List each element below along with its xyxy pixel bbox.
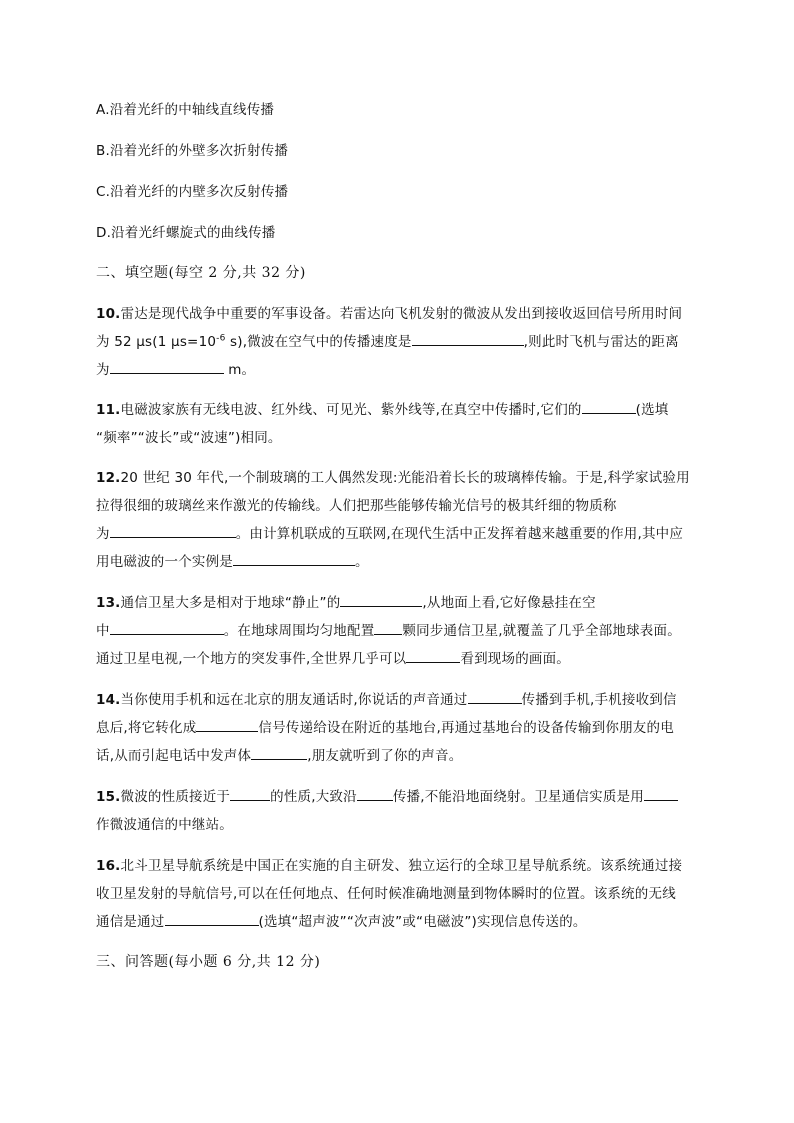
q15-number: 15. (96, 789, 121, 805)
q11-line-2 (96, 428, 282, 448)
q13-line-3 (96, 649, 570, 669)
q12-text-3a: 为 (96, 526, 110, 542)
q16-number: 16. (96, 858, 121, 874)
q10-text-2a: 为 52 μs(1 μs=10 (96, 334, 217, 350)
q10-text-3a: 为 (96, 362, 110, 378)
q14-line-3 (96, 746, 462, 766)
q16-text-2: 收卫星发射的导航信号,可以在任何地点、任何时候准确地测量到物体瞬时的位置。该系统的无线 (96, 886, 676, 902)
q11-blank[interactable] (582, 400, 636, 414)
q11-text-1a: 电磁波家族有无线电波、红外线、可见光、紫外线等,在真空中传播时,它们的 (120, 402, 582, 418)
q11-text-1b: (选填 (635, 402, 669, 418)
q14-number: 14. (96, 692, 121, 708)
q10-text-2c: ,则此时飞机与雷达的距离 (523, 334, 679, 350)
q12-text-1: 20 世纪 30 年代,一个制玻璃的工人偶然发现:光能沿着长长的玻璃棒传输。于是,科学家试验用 (120, 470, 690, 486)
q13-blank-1[interactable] (340, 593, 422, 607)
q14-text-3b: ,朋友就听到了你的声音。 (307, 748, 463, 764)
q15-text-1a: 微波的性质接近于 (120, 789, 231, 805)
option-b (96, 141, 288, 161)
q16-line-3 (96, 912, 587, 932)
q13-line-1 (96, 593, 596, 613)
q12-text-4a: 用电磁波的一个实例是 (96, 554, 233, 570)
option-a-text: A.沿着光纤的中轴线直线传播 (96, 102, 275, 118)
q10-superscript: -6 (216, 333, 226, 344)
q12-line-1 (96, 468, 690, 488)
q16-line-2 (96, 884, 676, 904)
q12-line-2 (96, 496, 617, 516)
q12-line-4 (96, 552, 369, 572)
q15-text-2: 作微波通信的中继站。 (96, 817, 233, 833)
q15-blank-1[interactable] (230, 787, 270, 801)
q13-text-3a: 通过卫星电视,一个地方的突发事件,全世界几乎可以 (96, 651, 407, 667)
q13-blank-4[interactable] (406, 649, 460, 663)
section-2-title: 二、填空题(每空 2 分,共 32 分) (96, 265, 306, 281)
q10-line-1 (96, 304, 682, 324)
option-d (96, 223, 276, 243)
q13-line-2 (96, 621, 681, 641)
q16-text-3b: (选填“超声波”“次声波”或“电磁波”)实现信息传送的。 (258, 914, 587, 930)
q12-text-4b: 。 (355, 554, 369, 570)
q13-text-3b: 看到现场的画面。 (460, 651, 570, 667)
q15-line-2 (96, 815, 233, 835)
q10-line-3 (96, 360, 255, 380)
q14-text-1a: 当你使用手机和远在北京的朋友通话时,你说话的声音通过 (120, 692, 468, 708)
option-b-text: B.沿着光纤的外壁多次折射传播 (96, 143, 289, 159)
q16-blank[interactable] (165, 912, 259, 926)
q13-text-2b: 。在地球周围均匀地配置 (223, 623, 375, 639)
q15-text-1b: 的性质,大致沿 (270, 789, 357, 805)
q14-blank-1[interactable] (468, 690, 522, 704)
q10-number: 10. (96, 306, 121, 322)
q12-text-2: 拉得很细的玻璃丝来作激光的传输线。人们把那些能够传输光信号的极其纤细的物质称 (96, 498, 617, 514)
q14-text-2b: 信号传递给设在附近的基地台,再通过基地台的设备传输到你朋友的电 (258, 720, 674, 736)
q12-blank-2[interactable] (233, 552, 355, 566)
q14-blank-3[interactable] (251, 746, 307, 760)
q13-text-1a: 通信卫星大多是相对于地球“静止”的 (120, 595, 341, 611)
section-2-heading (96, 263, 306, 283)
q12-line-3 (96, 524, 683, 544)
q14-text-2a: 息后,将它转化成 (96, 720, 197, 736)
q10-blank-2[interactable] (110, 360, 224, 374)
q10-line-2 (96, 332, 679, 352)
q15-blank-3[interactable] (644, 787, 678, 801)
q14-text-1b: 传播到手机,手机接收到信 (521, 692, 677, 708)
q11-number: 11. (96, 402, 121, 418)
q13-text-2a: 中 (96, 623, 110, 639)
option-c-text: C.沿着光纤的内壁多次反射传播 (96, 184, 289, 200)
q15-line-1 (96, 787, 678, 807)
q13-blank-2[interactable] (110, 621, 224, 635)
q13-text-2c: 颗同步通信卫星,就覆盖了几乎全部地球表面。 (402, 623, 681, 639)
q12-blank-1[interactable] (110, 524, 236, 538)
q10-text-3b: m。 (223, 362, 256, 378)
option-a (96, 100, 274, 120)
q12-text-3b: 。由计算机联成的互联网,在现代生活中正发挥着越来越重要的作用,其中应 (235, 526, 684, 542)
q14-text-3a: 话,从而引起电话中发声体 (96, 748, 252, 764)
q14-line-2 (96, 718, 674, 738)
q13-text-1b: ,从地面上看,它好像悬挂在空 (422, 595, 596, 611)
section-3-heading (96, 952, 320, 972)
section-3-title: 三、问答题(每小题 6 分,共 12 分) (96, 954, 321, 970)
q14-line-1 (96, 690, 677, 710)
q15-blank-2[interactable] (357, 787, 393, 801)
q11-text-2: “频率”“波长”或“波速”)相同。 (96, 430, 282, 446)
q16-line-1 (96, 856, 682, 876)
option-c (96, 182, 288, 202)
q13-number: 13. (96, 595, 121, 611)
q11-line-1 (96, 400, 668, 420)
q10-text-2b: s),微波在空气中的传播速度是 (225, 334, 412, 350)
q16-text-3a: 通信是通过 (96, 914, 165, 930)
q12-number: 12. (96, 470, 121, 486)
q15-text-1c: 传播,不能沿地面绕射。卫星通信实质是用 (392, 789, 644, 805)
q13-blank-3[interactable] (374, 621, 402, 635)
q14-blank-2[interactable] (196, 718, 258, 732)
q16-text-1: 北斗卫星导航系统是中国正在实施的自主研发、独立运行的全球卫星导航系统。该系统通过接 (120, 858, 683, 874)
option-d-text: D.沿着光纤螺旋式的曲线传播 (96, 225, 276, 241)
q10-blank-1[interactable] (412, 332, 524, 346)
q10-text-1: 雷达是现代战争中重要的军事设备。若雷达向飞机发射的微波从发出到接收返回信号所用时间 (120, 306, 683, 322)
